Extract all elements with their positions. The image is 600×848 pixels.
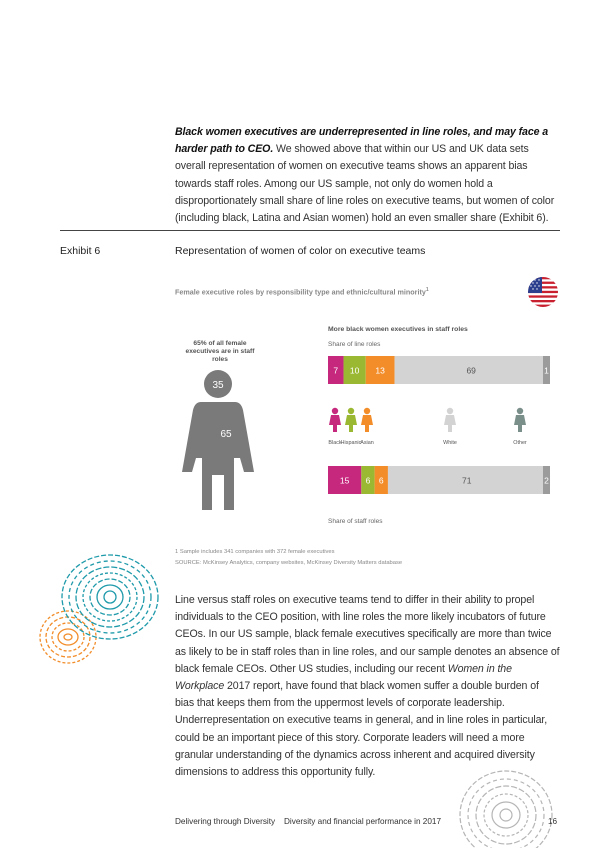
bar-label-black: 7 [333, 365, 339, 376]
bar-label-asian: 6 [378, 475, 384, 486]
line-roles-bar [328, 356, 550, 384]
body-text-2: 2017 report, have found that black women suffer a double burden of bias that keeps them from the uppermost levels of corporate leadership. Underrepresentation on executive teams in general, and in line roles in particular, could be an important piece of this story. Corporate leaders will need a more granular understanding of the dynamics across inherent and acquired diversity dimensions to address this opportunity fully. [175, 680, 548, 779]
left-figure-label: 65% of all female executives are in staff roles [185, 340, 255, 363]
category-label-black: Black [328, 440, 342, 446]
exhibit-chart [168, 320, 558, 530]
person-icon-asian [361, 408, 373, 432]
footnote-source: SOURCE: McKinsey Analytics, company websites, McKinsey Diversity Matters database [175, 560, 403, 566]
intro-text: We showed above that within our US and UK data sets overall representation of women on executive teams shows an apparent bias towards staff roles. Among our US sample, not only do women hold a disproportionately small share of line roles on executive teams, but women of color (including black, Latina and Asian women) hold an even smaller share (Exhibit 6). [175, 143, 555, 225]
person-icon-hispanic [345, 408, 357, 432]
person-icon-white [444, 408, 456, 432]
figure-bottom-value: 65 [220, 429, 232, 440]
footer-section-title: Diversity and financial performance in 2017 [284, 817, 442, 826]
exhibit-label: Exhibit 6 [60, 245, 101, 257]
bar-label-other: 1 [544, 365, 549, 376]
bar-label-asian: 13 [375, 365, 385, 376]
bar-label-black: 15 [339, 475, 350, 486]
section-divider [60, 230, 560, 231]
category-label-other: Other [513, 440, 527, 446]
bar-label-white: 69 [466, 365, 476, 376]
exhibit-title: Representation of women of color on executive teams [175, 245, 426, 257]
legend-icons [328, 408, 527, 446]
chart-title: More black women executives in staff roles [328, 326, 468, 333]
bar-label-hispanic: 6 [365, 475, 371, 486]
intro-paragraph [175, 124, 560, 227]
person-icon-other [514, 408, 526, 432]
intro-lead: Black women executives are underrepresented in line roles, and may face a harder path to CEO. [175, 126, 549, 156]
footer-doc-title: Delivering through Diversity [175, 817, 276, 826]
category-label-hispanic: Hispanic [340, 440, 362, 446]
line-share-label: Share of line roles [328, 341, 381, 348]
report-title: Women in the Workplace [175, 662, 512, 693]
figure-top-value: 35 [212, 380, 224, 391]
exhibit-subtitle [175, 287, 429, 296]
bar-label-white: 71 [462, 475, 472, 486]
person-icon-black [329, 408, 341, 432]
exhibit-subtitle-sup: 1 [425, 287, 429, 293]
woman-figure [182, 370, 254, 510]
bar-label-hispanic: 10 [349, 365, 360, 376]
page-number: 16 [548, 817, 558, 826]
fingerprint-decoration [30, 545, 170, 675]
us-flag-icon [528, 277, 558, 307]
body-paragraph [175, 592, 560, 781]
body-text-1: Line versus staff roles on executive teams tend to differ in their ability to propel individuals to the CEO position, with line roles the more likely incubators of future CEOs. In our US sample, black female executives specifically are more than twice as likely to be in staff roles than in line roles, and our sample denotes an absence of black female CEOs. Other US studies, including our recent [175, 594, 560, 675]
exhibit-subtitle-text: Female executive roles by responsibility type and ethnic/cultural minority [175, 287, 426, 297]
staff-share-label: Share of staff roles [328, 518, 383, 525]
category-label-asian: Asian [360, 440, 374, 446]
bar-label-other: 2 [544, 475, 549, 486]
category-label-white: White [443, 440, 457, 446]
staff-roles-bar [328, 466, 550, 494]
footnote-1: 1 Sample includes 341 companies with 372 female executives [175, 549, 335, 555]
